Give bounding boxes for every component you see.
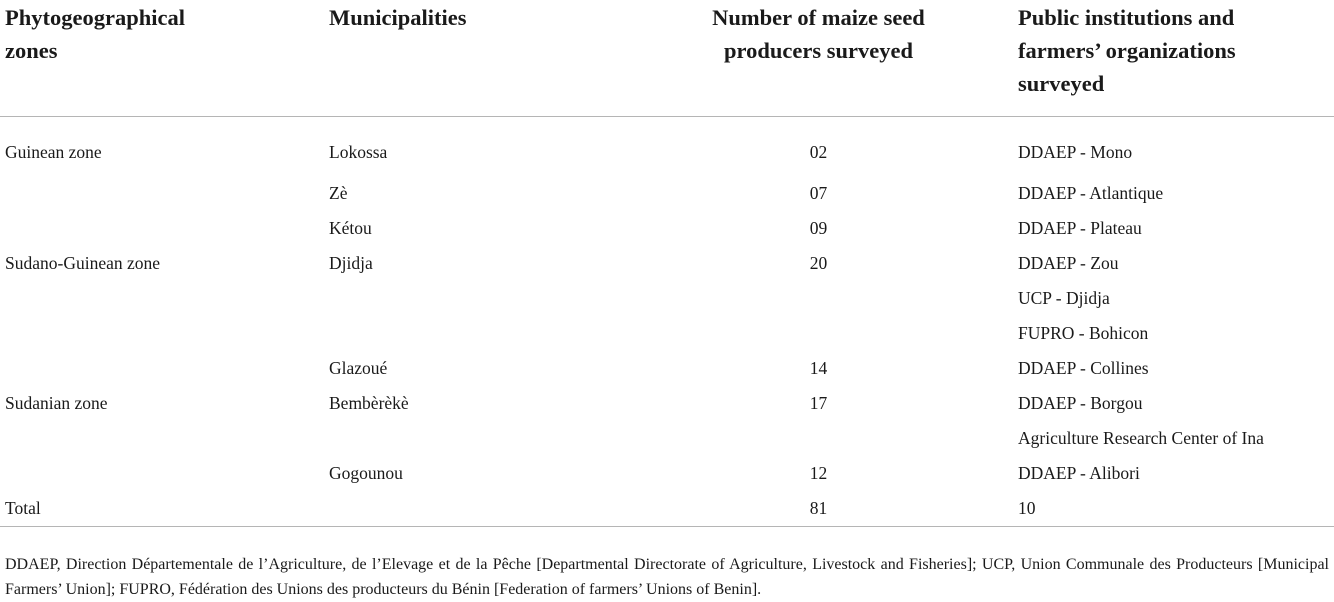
- cell-producers: 14: [809, 357, 828, 378]
- table-row: [0, 456, 1334, 491]
- cell-municipality: [329, 491, 619, 527]
- cell-producers: 12: [809, 462, 828, 483]
- cell-zone: Guinean zone: [5, 141, 102, 162]
- table-row: [0, 116, 1334, 176]
- cell-institution: DDAEP - Alibori: [1018, 462, 1140, 483]
- table-row: [0, 316, 1334, 351]
- table-row: [0, 421, 1334, 456]
- cell-municipality: Kétou: [329, 217, 372, 238]
- table-row: [0, 176, 1334, 211]
- cell-institution: DDAEP - Plateau: [1018, 217, 1142, 238]
- cell-producers: 09: [809, 217, 828, 238]
- table-row: [0, 246, 1334, 281]
- cell-producers: [619, 316, 1018, 351]
- cell-producers: [619, 281, 1018, 316]
- table-row: [0, 211, 1334, 246]
- cell-institution: DDAEP - Atlantique: [1018, 182, 1164, 203]
- cell-zone: [0, 211, 329, 246]
- cell-municipality: Zè: [329, 182, 348, 203]
- cell-zone: [0, 421, 329, 456]
- table-row: [0, 281, 1334, 316]
- cell-municipality: Djidja: [329, 252, 373, 273]
- cell-zone: Sudanian zone: [5, 392, 108, 413]
- header-municipalities: Municipalities: [329, 0, 619, 116]
- cell-total-label: Total: [0, 491, 329, 527]
- header-producers: Number of maize seed producers surveyed: [619, 0, 1018, 116]
- cell-institution: DDAEP - Collines: [1018, 357, 1149, 378]
- cell-zone: [0, 456, 329, 491]
- cell-municipality: Bembèrèkè: [329, 392, 409, 413]
- cell-institution: DDAEP - Borgou: [1018, 392, 1143, 413]
- cell-producers: 07: [809, 182, 828, 203]
- cell-zone: [0, 176, 329, 211]
- cell-municipality: Glazoué: [329, 357, 388, 378]
- cell-producers: [619, 421, 1018, 456]
- table-row: [0, 386, 1334, 421]
- cell-total-institutions: 10: [1018, 491, 1334, 527]
- table-header-row: [0, 0, 1334, 116]
- cell-municipality: Gogounou: [329, 462, 403, 483]
- cell-municipality: [329, 421, 619, 456]
- header-zones: Phytogeographical zones: [0, 0, 329, 116]
- table-row: [0, 351, 1334, 386]
- cell-municipality: [329, 316, 619, 351]
- cell-institution: Agriculture Research Center of Ina: [1018, 427, 1264, 448]
- table-total-row: [0, 491, 1334, 527]
- cell-institution: DDAEP - Mono: [1018, 141, 1133, 162]
- cell-producers: 02: [809, 141, 828, 162]
- table-footnote: DDAEP, Direction Départementale de l’Agriculture, de l’Elevage et de la Pêche [Departmental Directorate of Agriculture, Livestock and Fisheries]; UCP, Union Communale des Producteurs [Municipal Farmers’ Union]; FUPRO, Fédération des Unions des producteurs du Bénin [Federation of farmers’ Unions of Benin].: [5, 556, 1329, 598]
- cell-total-producers: 81: [619, 491, 1018, 527]
- cell-municipality: Lokossa: [329, 141, 388, 162]
- cell-producers: 17: [809, 392, 828, 413]
- cell-institution: FUPRO - Bohicon: [1018, 322, 1149, 343]
- cell-zone: Sudano-Guinean zone: [5, 252, 161, 273]
- cell-zone: [0, 281, 329, 316]
- header-institutions: Public institutions and farmers’ organizations surveyed: [1018, 0, 1334, 116]
- cell-institution: DDAEP - Zou: [1018, 252, 1119, 273]
- cell-institution: UCP - Djidja: [1018, 287, 1110, 308]
- cell-municipality: [329, 281, 619, 316]
- cell-producers: 20: [809, 252, 828, 273]
- cell-zone: [0, 316, 329, 351]
- cell-zone: [0, 351, 329, 386]
